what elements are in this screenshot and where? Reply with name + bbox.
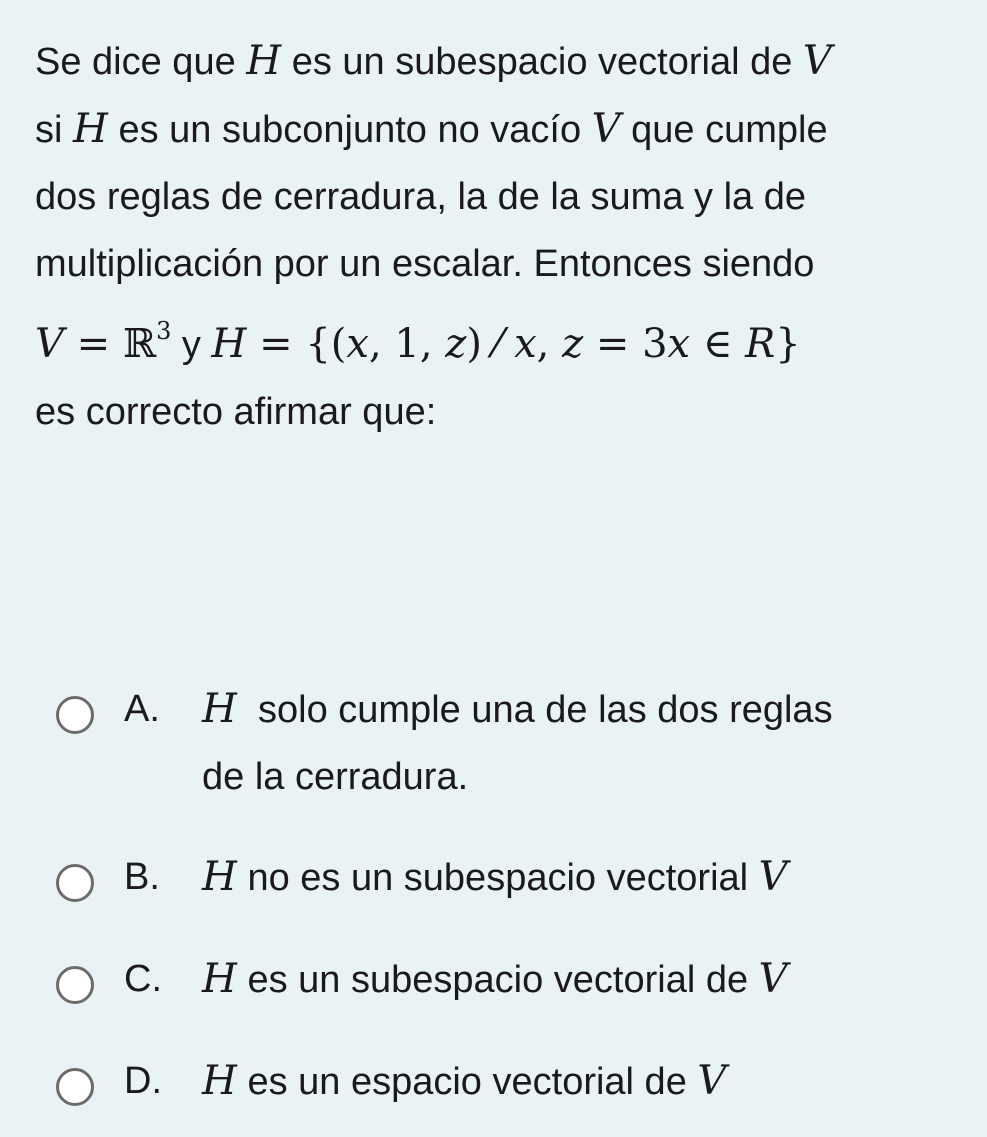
option-text-part: es un espacio vectorial de <box>236 1061 698 1103</box>
math-var-h: H <box>246 38 282 84</box>
math-symbol: = {( <box>246 321 347 367</box>
question-text-part: si <box>35 109 73 151</box>
radio-button-a[interactable] <box>56 696 94 734</box>
math-symbol: , 1, <box>368 321 446 367</box>
math-var-v: V <box>758 956 788 1002</box>
math-var-h: H <box>202 956 237 1002</box>
math-symbol: ) ⁄ <box>466 321 515 367</box>
question-text-part: es un subconjunto no vacío <box>107 109 592 151</box>
question-line-6: es correcto afirmar que: <box>35 391 437 433</box>
math-var-h: H <box>202 1058 237 1104</box>
question-text <box>35 28 965 446</box>
math-real-numbers: ℝ <box>122 321 157 367</box>
math-var-v: V <box>697 1058 727 1104</box>
option-text-part: solo cumple una de las dos reglas <box>236 689 833 731</box>
math-var-v: V <box>758 854 788 900</box>
radio-button-d[interactable] <box>56 1068 94 1106</box>
option-letter: D. <box>124 1060 162 1102</box>
radio-button-c[interactable] <box>56 966 94 1004</box>
option-text <box>202 946 956 1014</box>
option-a[interactable] <box>56 676 956 810</box>
math-var-r: R <box>745 321 776 367</box>
question-text-part: y <box>171 324 212 366</box>
option-b[interactable] <box>56 844 956 912</box>
math-var-h: H <box>73 106 108 152</box>
math-symbol: } <box>775 321 801 367</box>
option-text <box>202 1048 956 1116</box>
option-text-part: no es un subespacio vectorial <box>236 857 759 899</box>
question-line-3: dos reglas de cerradura, la de la suma y la de <box>35 176 806 218</box>
math-var-h: H <box>211 321 247 367</box>
answer-options <box>56 676 956 1116</box>
radio-button-b[interactable] <box>56 864 94 902</box>
math-var-v: V <box>35 321 64 367</box>
question-text-part: Se dice que <box>35 41 247 83</box>
question-line-5-formula <box>35 298 965 379</box>
math-var-v: V <box>802 38 832 84</box>
math-var-h: H <box>202 854 237 900</box>
math-var-x: x <box>667 321 691 367</box>
math-var-z: z <box>562 321 584 367</box>
math-var-v: V <box>591 106 621 152</box>
option-text <box>202 844 956 912</box>
question-text-part: es un subespacio vectorial de <box>281 41 803 83</box>
option-text-part: es un subespacio vectorial de <box>236 959 759 1001</box>
question-line-1 <box>35 28 965 96</box>
math-var-z: z <box>445 321 467 367</box>
option-c[interactable] <box>56 946 956 1014</box>
option-letter: A. <box>124 688 160 730</box>
option-text-part: de la cerradura. <box>202 756 469 798</box>
question-text-part: que cumple <box>620 109 828 151</box>
question-line-2 <box>35 96 965 164</box>
math-var-x: x <box>346 321 369 367</box>
math-symbol: , <box>536 321 563 367</box>
option-text <box>202 676 956 811</box>
option-letter: B. <box>124 856 160 898</box>
math-var-h: H <box>202 686 237 732</box>
math-var-x: x <box>514 321 537 367</box>
math-symbol: = <box>63 321 123 367</box>
option-letter: C. <box>124 958 162 1000</box>
question-line-4: multiplicación por un escalar. Entonces siendo <box>35 243 815 285</box>
math-exponent: 3 <box>156 317 172 345</box>
option-d[interactable] <box>56 1048 956 1116</box>
math-symbol: = 3 <box>583 321 668 367</box>
math-element-of-symbol: ∈ <box>690 321 746 367</box>
